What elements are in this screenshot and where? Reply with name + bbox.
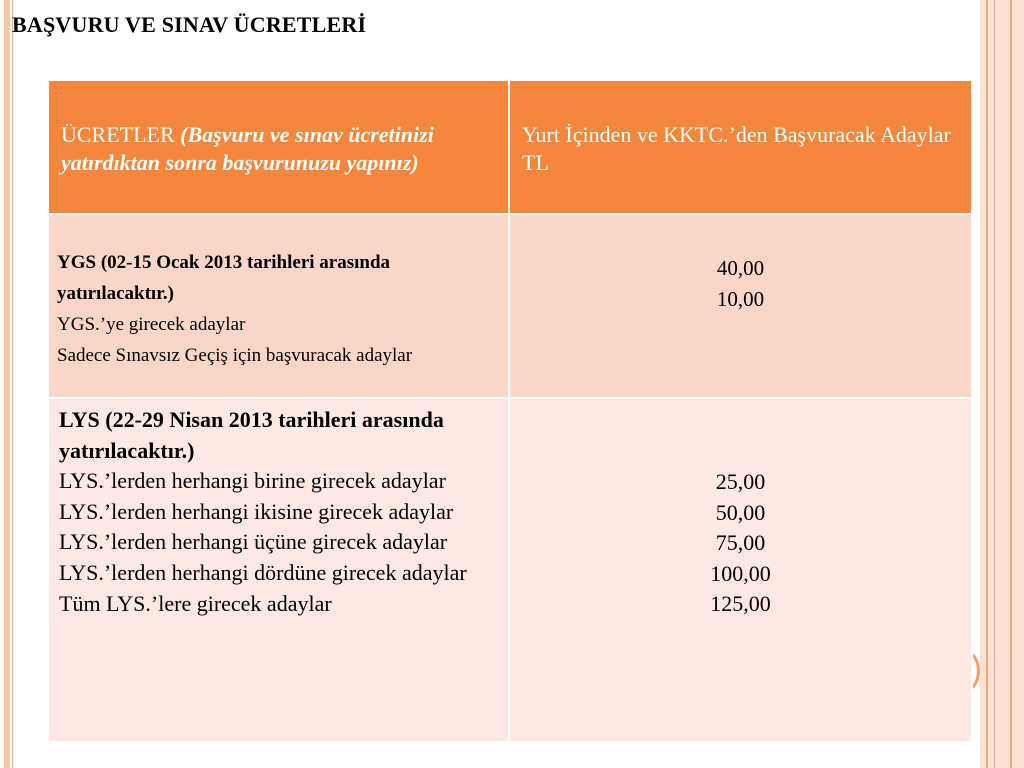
- slide-frame-left: [4, 0, 10, 768]
- header-applicants-label: Yurt İçinden ve KKTC.’den Başvuracak Adaylar TL: [522, 122, 951, 175]
- lys-fee-cell: [509, 398, 972, 742]
- header-cell-applicants: [509, 80, 972, 214]
- ygs-description-cell: [48, 214, 509, 398]
- page-title: BAŞVURU VE SINAV ÜCRETLERİ: [12, 12, 367, 37]
- lys-item: LYS.’lerden herhangi ikisine girecek adaylar: [59, 498, 454, 524]
- slide-frame-right-line: [1010, 0, 1012, 768]
- ygs-item: YGS.’ye girecek adaylar: [57, 314, 246, 335]
- slide-frame-right-line: [986, 0, 988, 768]
- lys-fee: 125,00: [710, 591, 771, 617]
- lys-fee: 75,00: [715, 530, 766, 556]
- header-cell-fees: [48, 80, 509, 214]
- ygs-fee-cell: [509, 214, 972, 398]
- lys-fee: 50,00: [715, 499, 766, 525]
- lys-description-cell: [48, 398, 509, 742]
- ygs-fee: 10,00: [716, 287, 765, 311]
- lys-item: LYS.’lerden herhangi birine girecek adaylar: [59, 468, 446, 494]
- lys-item: LYS.’lerden herhangi dördüne girecek adaylar: [59, 559, 467, 585]
- slide-frame-right-line: [994, 0, 995, 768]
- table-row-ygs: [48, 214, 972, 398]
- ygs-heading: YGS (02-15 Ocak 2013 tarihleri arasında yatırılacaktır.): [57, 252, 391, 304]
- slide-frame-left-line: [12, 0, 13, 768]
- header-fees-label: ÜCRETLER: [61, 122, 175, 147]
- header-fees-note: (Başvuru ve sınav ücretinizi yatırdıktan sonra başvurunuzu yapınız): [61, 122, 434, 175]
- lys-fee: 100,00: [710, 560, 771, 586]
- lys-fee: 25,00: [715, 469, 766, 494]
- table-row-lys: [48, 398, 972, 742]
- lys-item: Tüm LYS.’lere girecek adaylar: [59, 590, 332, 616]
- ygs-item: Sadece Sınavsız Geçiş için başvuracak adaylar: [57, 345, 413, 366]
- lys-heading: LYS (22-29 Nisan 2013 tarihleri arasında yatırılacaktır.): [59, 407, 444, 463]
- fees-table: [47, 79, 973, 743]
- table-header-row: [48, 80, 972, 214]
- lys-item: LYS.’lerden herhangi üçüne girecek adaylar: [59, 529, 448, 555]
- ygs-fee: 40,00: [716, 256, 765, 280]
